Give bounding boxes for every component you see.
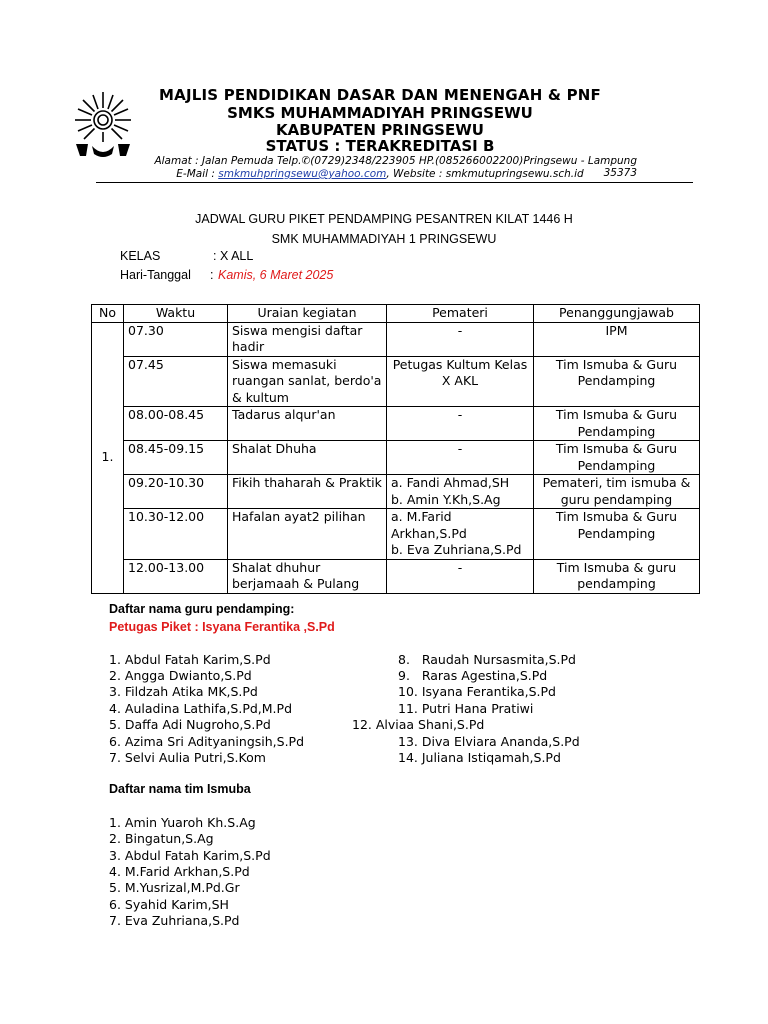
cell-pj: Tim Ismuba & Guru Pendamping [534, 356, 700, 407]
cell-pemateri: - [387, 407, 534, 441]
letterhead-line2: SMKS MUHAMMADIYAH PRINGSEWU [227, 104, 533, 122]
cell-pemateri: Petugas Kultum Kelas X AKL [387, 356, 534, 407]
letterhead-status: STATUS : TERAKREDITASI B [265, 137, 495, 155]
header-pemateri: Pemateri [387, 305, 534, 323]
list-item: 4. Auladina Lathifa,S.Pd,M.Pd [109, 701, 293, 716]
table-row [92, 441, 700, 475]
list-item: 5. Daffa Adi Nugroho,S.Pd [109, 717, 271, 732]
table-row [92, 322, 700, 356]
list-item: 11. Putri Hana Pratiwi [398, 701, 534, 716]
cell-waktu: 09.20-10.30 [124, 475, 228, 509]
letterhead-contact [150, 168, 610, 180]
table-row [92, 407, 700, 441]
table-row [92, 356, 700, 407]
list-item: 6. Azima Sri Adityaningsih,S.Pd [109, 734, 305, 749]
list-item: 12. Alviaa Shani,S.Pd [352, 717, 485, 732]
website-text: , Website : smkmutupringsewu.sch.id [386, 168, 584, 180]
header-uraian: Uraian kegiatan [228, 305, 387, 323]
list-item: 1. Abdul Fatah Karim,S.Pd [109, 652, 271, 667]
cell-uraian: Hafalan ayat2 pilihan [228, 509, 387, 560]
header-pj: Penanggungjawab [534, 305, 700, 323]
list-item: 1. Amin Yuaroh Kh.S.Ag [109, 815, 256, 830]
kelas-label: KELAS [120, 249, 161, 263]
document-title: JADWAL GURU PIKET PENDAMPING PESANTREN KILAT 1446 H [195, 212, 573, 226]
pemateri-b: b. Amin Y.Kh,S.Ag [391, 491, 501, 507]
list-item: 9. Raras Agestina,S.Pd [398, 668, 548, 683]
email-prefix: E-Mail : [176, 168, 219, 180]
cell-pemateri [387, 509, 534, 560]
list-item: 4. M.Farid Arkhan,S.Pd [109, 864, 250, 879]
schedule-table [91, 304, 700, 594]
pendamping-heading: Daftar nama guru pendamping: [109, 602, 295, 616]
letterhead-line3: KABUPATEN PRINGSEWU [276, 121, 484, 139]
cell-uraian: Fikih thaharah & Praktik [228, 475, 387, 509]
cell-pj: Pemateri, tim ismuba & guru pendamping [534, 475, 700, 509]
cell-waktu: 07.45 [124, 356, 228, 407]
hari-colon: : [210, 268, 214, 282]
kelas-value: : X ALL [213, 249, 254, 263]
list-item: 7. Eva Zuhriana,S.Pd [109, 913, 240, 928]
petugas-piket: Petugas Piket : Isyana Ferantika ,S.Pd [109, 620, 335, 634]
row-number: 1. [92, 322, 124, 593]
cell-pj: IPM [534, 322, 700, 356]
cell-pj: Tim Ismuba & Guru Pendamping [534, 441, 700, 475]
cell-uraian: Shalat dhuhur berjamaah & Pulang [228, 559, 387, 593]
cell-waktu: 08.45-09.15 [124, 441, 228, 475]
cell-pj: Tim Ismuba & guru pendamping [534, 559, 700, 593]
letterhead-address: Alamat : Jalan Pemuda Telp.✆(0729)2348/223905 HP.(085266002200)Pringsewu - Lampung 35373 [154, 155, 637, 179]
table-row [92, 475, 700, 509]
letterhead-rule [96, 182, 693, 183]
cell-uraian: Shalat Dhuha [228, 441, 387, 475]
cell-waktu: 08.00-08.45 [124, 407, 228, 441]
pemateri-a: a. M.Farid Arkhan,S.Pd [391, 509, 467, 541]
cell-uraian: Siswa memasuki ruangan sanlat, berdo'a & kultum [228, 356, 387, 407]
list-item: 2. Angga Dwianto,S.Pd [109, 668, 252, 683]
list-item: 5. M.Yusrizal,M.Pd.Gr [109, 880, 240, 895]
document-subtitle: SMK MUHAMMADIYAH 1 PRINGSEWU [271, 232, 497, 246]
cell-pj: Tim Ismuba & Guru Pendamping [534, 407, 700, 441]
cell-waktu: 07.30 [124, 322, 228, 356]
list-item: 3. Fildzah Atika MK,S.Pd [109, 684, 258, 699]
table-header-row [92, 305, 700, 323]
cell-pemateri: - [387, 441, 534, 475]
list-item: 3. Abdul Fatah Karim,S.Pd [109, 848, 271, 863]
list-item: 8. Raudah Nursasmita,S.Pd [398, 652, 576, 667]
hari-value: Kamis, 6 Maret 2025 [218, 268, 334, 282]
table-row [92, 559, 700, 593]
table-row [92, 509, 700, 560]
hari-label: Hari-Tanggal [120, 268, 191, 282]
cell-waktu: 12.00-13.00 [124, 559, 228, 593]
pemateri-b: b. Eva Zuhriana,S.Pd [391, 542, 522, 557]
list-item: 7. Selvi Aulia Putri,S.Kom [109, 750, 266, 765]
ismuba-heading: Daftar nama tim Ismuba [109, 782, 251, 796]
email-link[interactable]: smkmuhpringsewu@yahoo.com [218, 168, 387, 180]
pemateri-a: a. Fandi Ahmad,SH [391, 475, 510, 490]
list-item: 10. Isyana Ferantika,S.Pd [398, 684, 556, 699]
letterhead-line1: MAJLIS PENDIDIKAN DASAR DAN MENENGAH & PNF [159, 86, 601, 104]
list-item: 6. Syahid Karim,SH [109, 897, 229, 912]
list-item: 13. Diva Elviara Ananda,S.Pd [398, 734, 580, 749]
cell-uraian: Siswa mengisi daftar hadir [228, 322, 387, 356]
cell-waktu: 10.30-12.00 [124, 509, 228, 560]
cell-pemateri [387, 475, 534, 509]
cell-pemateri: - [387, 322, 534, 356]
header-waktu: Waktu [124, 305, 228, 323]
cell-pj: Tim Ismuba & Guru Pendamping [534, 509, 700, 560]
cell-pemateri: - [387, 559, 534, 593]
header-no: No [92, 305, 124, 323]
cell-uraian: Tadarus alqur'an [228, 407, 387, 441]
list-item: 14. Juliana Istiqamah,S.Pd [398, 750, 561, 765]
list-item: 2. Bingatun,S.Ag [109, 831, 214, 846]
